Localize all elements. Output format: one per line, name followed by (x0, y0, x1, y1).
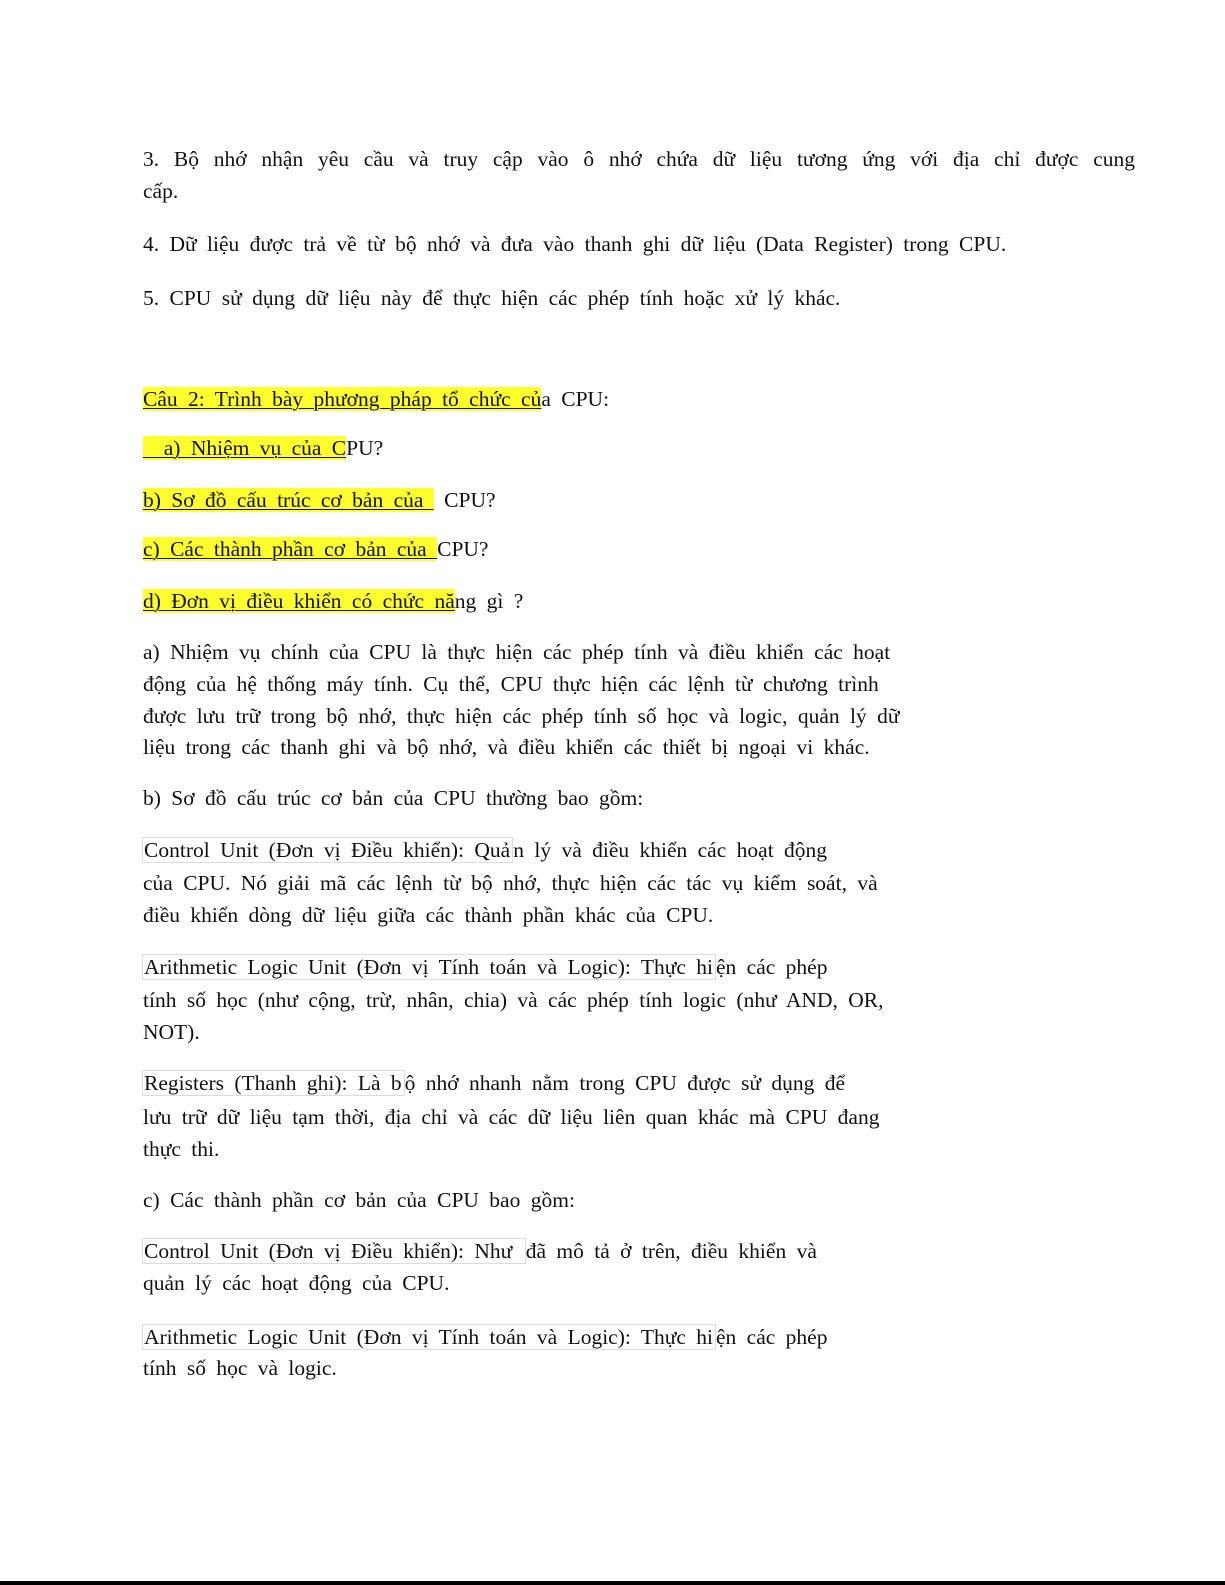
answer-c-control-unit-line-1 (143, 1238, 817, 1264)
registers-rest: ộ nhớ nhanh nằm trong CPU được sử dụng để (404, 1071, 846, 1095)
step-3-line-2: cấp. (143, 179, 179, 203)
question-item-a-highlight: a) Nhiệm vụ của C (143, 436, 347, 460)
question-title-highlight: Câu 2: Trình bày phương pháp tổ chức củ (143, 387, 542, 411)
answer-a-line-3: được lưu trữ trong bộ nhớ, thực hiện các phép tính số học và logic, quản lý dữ (143, 704, 900, 728)
control-unit-rest: n lý và điều khiển các hoạt động (513, 838, 828, 862)
question-item-d-highlight: d) Đơn vị điều khiển có chức nă (143, 589, 455, 613)
answer-c-control-unit-line-2: quản lý các hoạt động của CPU. (143, 1271, 450, 1295)
answer-a-line-1: a) Nhiệm vụ chính của CPU là thực hiện các phép tính và điều khiển các hoạt (143, 640, 891, 664)
answer-a-line-4: liệu trong các thanh ghi và bộ nhớ, và điều khiển các thiết bị ngoại vi khác. (143, 735, 870, 759)
answer-b-intro: b) Sơ đồ cấu trúc cơ bản của CPU thường bao gồm: (143, 786, 644, 810)
alu-box: Arithmetic Logic Unit (Đơn vị Tính toán và Logic): Thực hi (142, 954, 716, 980)
question-item-b-rest: CPU? (433, 488, 496, 512)
answer-b-control-unit-line-3: điều khiển dòng dữ liệu giữa các thành phần khác của CPU. (143, 903, 714, 927)
question-item-d-rest: ng gì ? (454, 589, 524, 613)
question-title (143, 386, 609, 412)
question-item-a-rest: PU? (346, 436, 384, 460)
question-title-rest: a CPU: (541, 387, 610, 411)
answer-b-control-unit-line-1 (143, 837, 827, 863)
answer-c-intro: c) Các thành phần cơ bản của CPU bao gồm: (143, 1188, 575, 1212)
answer-b-alu-line-3: NOT). (143, 1020, 200, 1044)
alu-rest-c: ện các phép (716, 1325, 828, 1349)
question-item-d (143, 588, 523, 614)
answer-b-registers-line-2: lưu trữ dữ liệu tạm thời, địa chỉ và các dữ liệu liên quan khác mà CPU đang (143, 1105, 880, 1129)
step-3-line-1: 3. Bộ nhớ nhận yêu cầu và truy cập vào ô nhớ chứa dữ liệu tương ứng với địa chỉ được cung (143, 147, 1135, 171)
question-item-b (143, 487, 496, 513)
step-4: 4. Dữ liệu được trả về từ bộ nhớ và đưa vào thanh ghi dữ liệu (Data Register) trong CPU. (143, 232, 1007, 256)
control-unit-box-c: Control Unit (Đơn vị Điều khiển): Như (142, 1238, 526, 1264)
registers-box: Registers (Thanh ghi): Là b (142, 1070, 405, 1096)
answer-b-registers-line-3: thực thi. (143, 1137, 220, 1161)
control-unit-box: Control Unit (Đơn vị Điều khiển): Quả (142, 837, 513, 863)
answer-b-registers-line-1 (143, 1070, 845, 1096)
answer-c-alu-line-2: tính số học và logic. (143, 1356, 337, 1380)
step-5: 5. CPU sử dụng dữ liệu này để thực hiện các phép tính hoặc xử lý khác. (143, 286, 841, 310)
answer-c-alu-line-1 (143, 1324, 827, 1350)
page-bottom-border (0, 1581, 1225, 1585)
alu-rest: ện các phép (716, 955, 828, 979)
control-unit-rest-c: đã mô tả ở trên, điều khiển và (525, 1239, 817, 1263)
question-item-c-highlight: c) Các thành phần cơ bản của (143, 537, 438, 561)
question-item-b-highlight: b) Sơ đồ cấu trúc cơ bản của (143, 488, 434, 512)
alu-box-c: Arithmetic Logic Unit (Đơn vị Tính toán và Logic): Thực hi (142, 1324, 716, 1350)
question-item-c-rest: CPU? (437, 537, 489, 561)
answer-b-alu-line-1 (143, 954, 827, 980)
answer-b-control-unit-line-2: của CPU. Nó giải mã các lệnh từ bộ nhớ, thực hiện các tác vụ kiểm soát, và (143, 871, 878, 895)
question-item-a (143, 435, 383, 461)
answer-a-line-2: động của hệ thống máy tính. Cụ thể, CPU thực hiện các lệnh từ chương trình (143, 672, 879, 696)
answer-b-alu-line-2: tính số học (như cộng, trừ, nhân, chia) và các phép tính logic (như AND, OR, (143, 988, 884, 1012)
question-item-c (143, 536, 488, 562)
